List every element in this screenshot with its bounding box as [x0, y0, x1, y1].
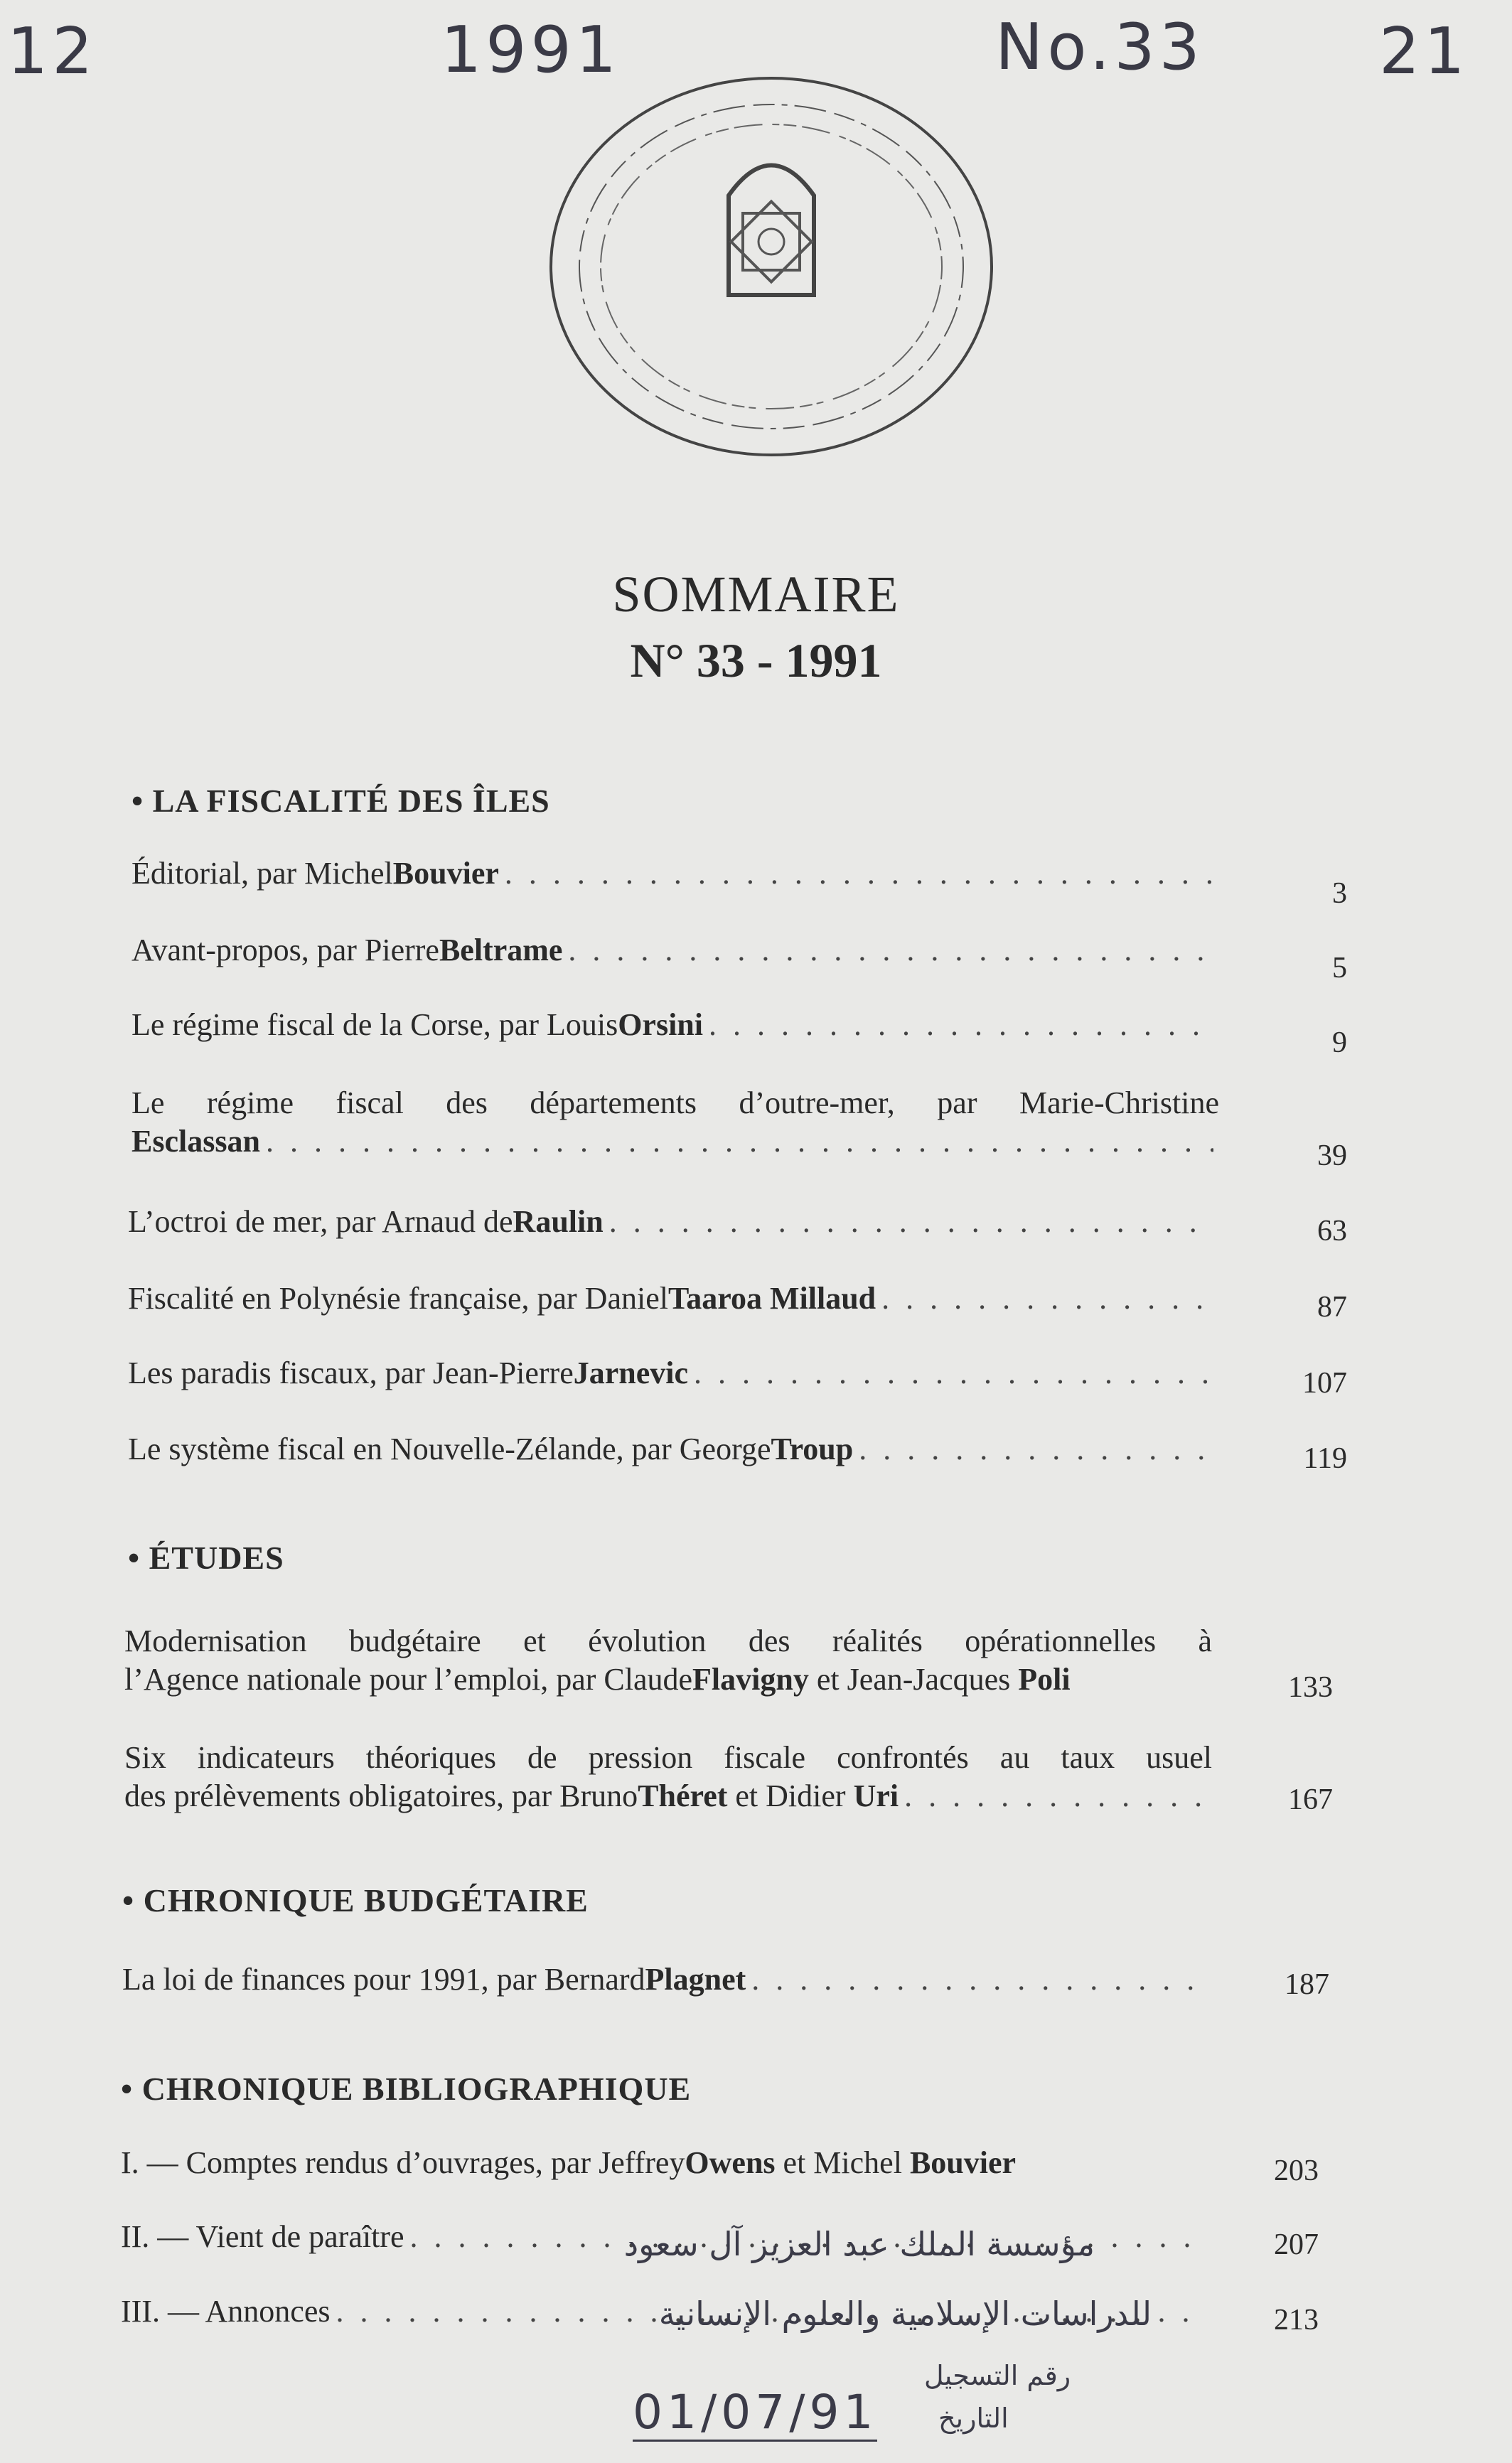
section-heading-chronique-budgetaire: • CHRONIQUE BUDGÉTAIRE: [122, 1882, 589, 1919]
library-seal-logo: [540, 68, 1002, 466]
page-number: 3: [1332, 877, 1347, 910]
stamp-label-date: التاريخ: [938, 2403, 1009, 2434]
toc-entry[interactable]: Modernisation budgétaire et évolution des réalités opérationnelles à l’Agence nationale pour l’emploi, par Claude Flavigny et Jean-Jacques Poli: [124, 1624, 1212, 1697]
toc-entry[interactable]: Les paradis fiscaux, par Jean-Pierre Jarnevic . . .: [128, 1354, 1216, 1393]
toc-entry[interactable]: II. — Vient de paraître . . .: [121, 2218, 1208, 2256]
toc-entry[interactable]: Fiscalité en Polynésie française, par Daniel Taaroa Millaud . . .: [128, 1279, 1216, 1318]
stamp-handwritten-date: 01/07/91: [633, 2385, 877, 2442]
page-number: 5: [1332, 952, 1347, 984]
section-heading-etudes: • ÉTUDES: [128, 1540, 284, 1576]
toc-entry[interactable]: Le régime fiscal de la Corse, par Louis Orsini . . .: [132, 1006, 1219, 1044]
toc-entry[interactable]: Le régime fiscal des départements d’outre-mer, par Marie-Christine Esclassan . . .: [132, 1084, 1219, 1161]
toc-entry[interactable]: L’octroi de mer, par Arnaud de Raulin . . .: [128, 1203, 1216, 1241]
page-number: 167: [1288, 1783, 1333, 1816]
section-heading-chronique-bibliographique: • CHRONIQUE BIBLIOGRAPHIQUE: [121, 2071, 692, 2107]
page-number: 133: [1288, 1671, 1333, 1704]
toc-entry[interactable]: Éditorial, par Michel Bouvier . . .: [132, 854, 1219, 893]
issue-number: N° 33 - 1991: [630, 633, 882, 687]
page-number: 213: [1274, 2304, 1319, 2336]
toc-entry[interactable]: La loi de finances pour 1991, par Bernard Plagnet . . .: [122, 1960, 1210, 1999]
stamp-label-number: رقم التسجيل: [924, 2360, 1071, 2391]
page-number: 39: [1317, 1139, 1347, 1172]
toc-entry[interactable]: Le système fiscal en Nouvelle-Zélande, par George Troup . . .: [128, 1430, 1216, 1469]
stamp-institution-name: مؤسسة الملك عبد العزيز آل سعود: [623, 2225, 1095, 2263]
handwritten-year: 1991: [441, 13, 621, 87]
page-number: 207: [1274, 2228, 1319, 2261]
page-title: SOMMAIRE: [612, 566, 900, 623]
toc-entry[interactable]: Avant-propos, par Pierre Beltrame . . .: [132, 931, 1219, 970]
page-number: 203: [1274, 2155, 1319, 2187]
page-number: 9: [1332, 1026, 1347, 1059]
handwritten-note-left: 12: [7, 14, 97, 89]
page-number: 87: [1317, 1291, 1347, 1324]
handwritten-note-right: 21: [1379, 14, 1469, 89]
toc-entry[interactable]: I. — Comptes rendus d’ouvrages, par Jeffrey Owens et Michel Bouvier: [121, 2145, 1017, 2180]
page-number: 107: [1302, 1367, 1347, 1400]
page-number: 187: [1285, 1968, 1329, 2001]
handwritten-issue-number: No.33: [995, 10, 1204, 85]
stamp-institution-subtitle: للدراسات الإسلامية والعلوم الإنسانية: [658, 2295, 1152, 2333]
toc-entry[interactable]: III. — Annonces . . .: [121, 2292, 1208, 2331]
page-number: 63: [1317, 1215, 1347, 1247]
toc-entry[interactable]: Six indicateurs théoriques de pression fiscale confrontés au taux usuel des prélèvements obligatoires, par Bruno Théret et Didier Uri . . .: [124, 1739, 1212, 1815]
section-heading-fiscalite-des-iles: • LA FISCALITÉ DES ÎLES: [132, 783, 550, 819]
library-registration-stamp: [498, 2211, 1208, 2459]
page-number: 119: [1303, 1442, 1347, 1475]
